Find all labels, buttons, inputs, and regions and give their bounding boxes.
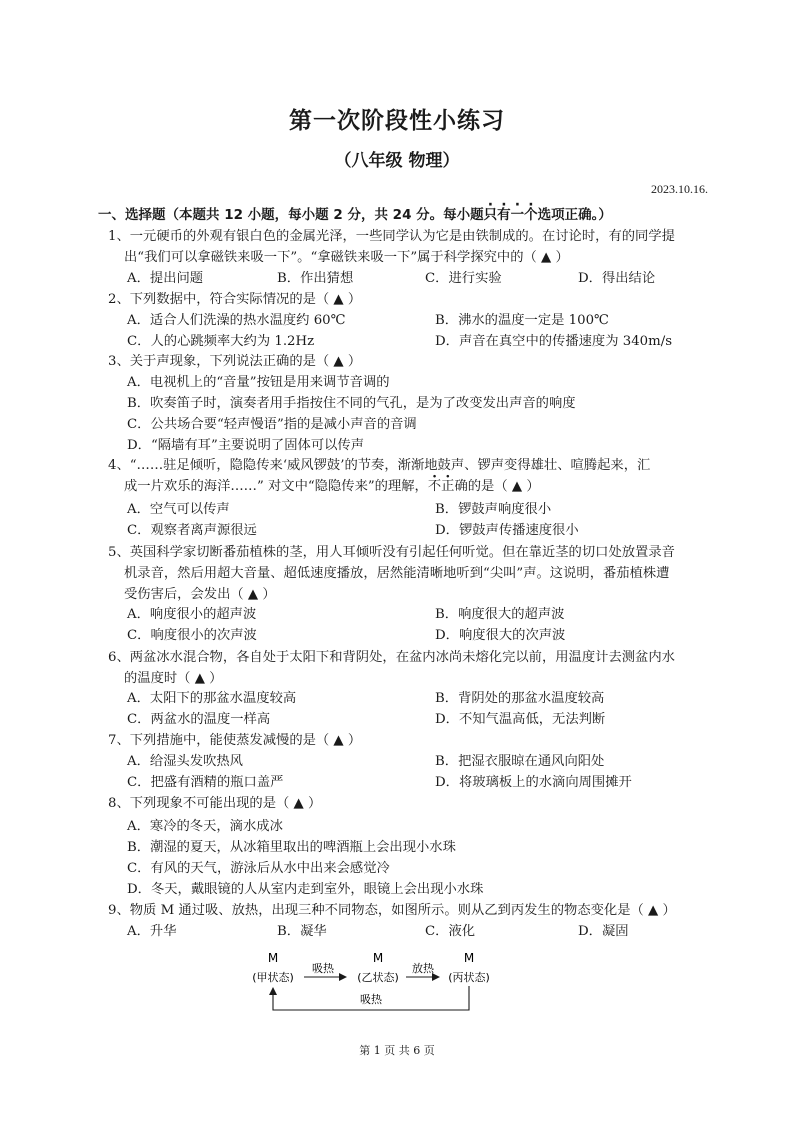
q4-option-b: B．锣鼓声响度很小 (435, 502, 552, 517)
emphasis-char: 个 (524, 207, 538, 223)
section-heading-pre: 一、选择题（本题共 12 小题，每小题 2 分，共 24 分。每小题 (98, 207, 484, 223)
q6-stem-line1: 6、两盆冰水混合物，各自处于太阳下和背阴处，在盆内冰尚未熔化完以前，用温度计去测盆内水 (108, 650, 675, 665)
q3-option-d: D．“隔墙有耳”主要说明了固体可以传声 (127, 438, 365, 453)
page-footer: 第 1 页 共 6 页 (359, 1044, 435, 1057)
q2-option-d: D．声音在真空中的传播速度为 340m/s (435, 334, 673, 349)
exam-date: 2023.10.16. (651, 182, 708, 196)
q4-stem-line1: 4、“……驻足倾听，隐隐传来‘威风锣鼓’的节奏，渐渐地鼓声、锣声变得雄壮、喧腾起来，汇 (108, 458, 651, 473)
q2-stem: 2、下列数据中，符合实际情况的是（ ▲ ） (108, 292, 362, 307)
q1-stem-line1: 1、一元硬币的外观有银白色的金属光泽，一些同学认为它是由铁制成的。在讨论时，有的同学提 (108, 229, 675, 244)
q9-option-b: B．凝华 (277, 924, 327, 939)
q4-stem-line2 (124, 477, 540, 497)
q4-option-a: A．空气可以传声 (127, 502, 230, 517)
q1-stem-line2: 出“我们可以拿磁铁来吸一下”。“拿磁铁来吸一下”属于科学探究中的（ ▲ ） (124, 250, 569, 265)
q9-option-d: D．凝固 (578, 924, 629, 939)
q6-option-a: A．太阳下的那盆水温度较高 (127, 691, 297, 706)
q5-option-a: A．响度很小的超声波 (127, 607, 257, 622)
emphasis-char: 正 (441, 479, 455, 494)
q1-option-c: C．进行实验 (425, 271, 502, 286)
q3-stem: 3、关于声现象，下列说法正确的是（ ▲ ） (108, 354, 362, 369)
q5-stem-line1: 5、英国科学家切断番茄植株的茎，用人耳倾听没有引起任何听觉。但在靠近茎的切口处放置录音 (108, 545, 675, 560)
q6-stem-line2: 的温度时（ ▲ ） (124, 671, 223, 686)
q3-option-c: C．公共场合要“轻声慢语”指的是减小声音的音调 (127, 417, 417, 432)
q5-option-b: B．响度很大的超声波 (435, 607, 565, 622)
q7-option-d: D．将玻璃板上的水滴向周围摊开 (435, 775, 632, 790)
q4-option-c: C．观察者离声源很远 (127, 523, 257, 538)
diagram-state-c: (丙状态) (448, 971, 490, 984)
q1-option-a: A．提出问题 (127, 271, 204, 286)
q2-option-c: C．人的心跳频率大约为 1.2Hz (127, 334, 315, 349)
q9-option-c: C．液化 (425, 924, 476, 939)
section-heading (98, 203, 612, 223)
q7-option-c: C．把盛有酒精的瓶口盖严 (127, 775, 284, 790)
q7-stem: 7、下列措施中，能使蒸发减慢的是（ ▲ ） (108, 733, 362, 748)
emphasis-char: 只 (483, 207, 498, 223)
q6-option-b: B．背阴处的那盆水温度较高 (435, 691, 605, 706)
q1-option-d: D．得出结论 (578, 271, 656, 286)
q4-option-d: D．锣鼓声传播速度很小 (435, 523, 579, 538)
q4-stem-line2-post: 确的是（ ▲ ） (454, 479, 540, 494)
diagram-state-a: (甲状态) (252, 971, 294, 984)
q5-option-d: D．响度很大的次声波 (435, 628, 566, 643)
q3-option-a: A．电视机上的“音量”按钮是用来调节音调的 (127, 375, 390, 390)
q3-option-b: B．吹奏笛子时，演奏者用手指按住不同的气孔，是为了改变发出声音的响度 (127, 396, 576, 411)
diagram-m-b: M (372, 951, 384, 965)
q6-option-d: D．不知气温高低，无法判断 (435, 712, 606, 727)
q5-stem-line3: 受伤害后，会发出（ ▲ ） (124, 587, 276, 602)
diagram-state-b: (乙状态) (357, 971, 399, 984)
q6-option-c: C．两盆水的温度一样高 (127, 712, 271, 727)
section-heading-post: 选项正确。） (537, 207, 612, 223)
q8-option-a: A．寒冷的冬天，滴水成冰 (127, 819, 283, 834)
emphasis-char: 不 (427, 479, 442, 494)
q8-option-d: D．冬天，戴眼镜的人从室内走到室外，眼镜上会出现小水珠 (127, 882, 484, 897)
q8-option-b: B．潮湿的夏天，从冰箱里取出的啤酒瓶上会出现小水珠 (127, 840, 456, 855)
q4-stem-line2-pre: 成一片欢乐的海洋……” 对文中“隐隐传来”的理解， (124, 479, 428, 494)
q5-option-c: C．响度很小的次声波 (127, 628, 257, 643)
q5-stem-line2: 机录音，然后用超大音量、超低速度播放，居然能清晰地听到“尖叫”声。这说明，番茄植株遭 (124, 566, 670, 581)
q9-stem: 9、物质 M 通过吸、放热，出现三种不同物态，如图所示。则从乙到丙发生的物态变化是（ ▲ ） (108, 903, 676, 918)
diagram-m-c: M (463, 951, 475, 965)
state-change-diagram (240, 948, 510, 1018)
q9-option-a: A．升华 (127, 924, 177, 939)
q2-option-a: A．适合人们洗澡的热水温度约 60℃ (127, 313, 346, 328)
diagram-m-a: M (267, 951, 279, 965)
diagram-arrow-label-1: 吸热 (312, 962, 334, 975)
emphasis-char: 有 (497, 207, 511, 223)
diagram-arrow-label-2: 放热 (412, 962, 434, 975)
emphasis-char: 一 (510, 207, 525, 223)
q7-option-b: B．把湿衣服晾在通风向阳处 (435, 754, 605, 769)
page-title: 第一次阶段性小练习 (289, 108, 505, 134)
q2-option-b: B．沸水的温度一定是 100℃ (435, 313, 609, 328)
q8-option-c: C．有风的天气，游泳后从水中出来会感觉冷 (127, 861, 390, 876)
q7-option-a: A．给湿头发吹热风 (127, 754, 243, 769)
q8-stem: 8、下列现象不可能出现的是（ ▲ ） (108, 796, 322, 811)
diagram-arrow-label-3: 吸热 (360, 993, 382, 1006)
q1-option-b: B．作出猜想 (277, 271, 354, 286)
page-subtitle: （八年级 物理） (334, 151, 460, 171)
